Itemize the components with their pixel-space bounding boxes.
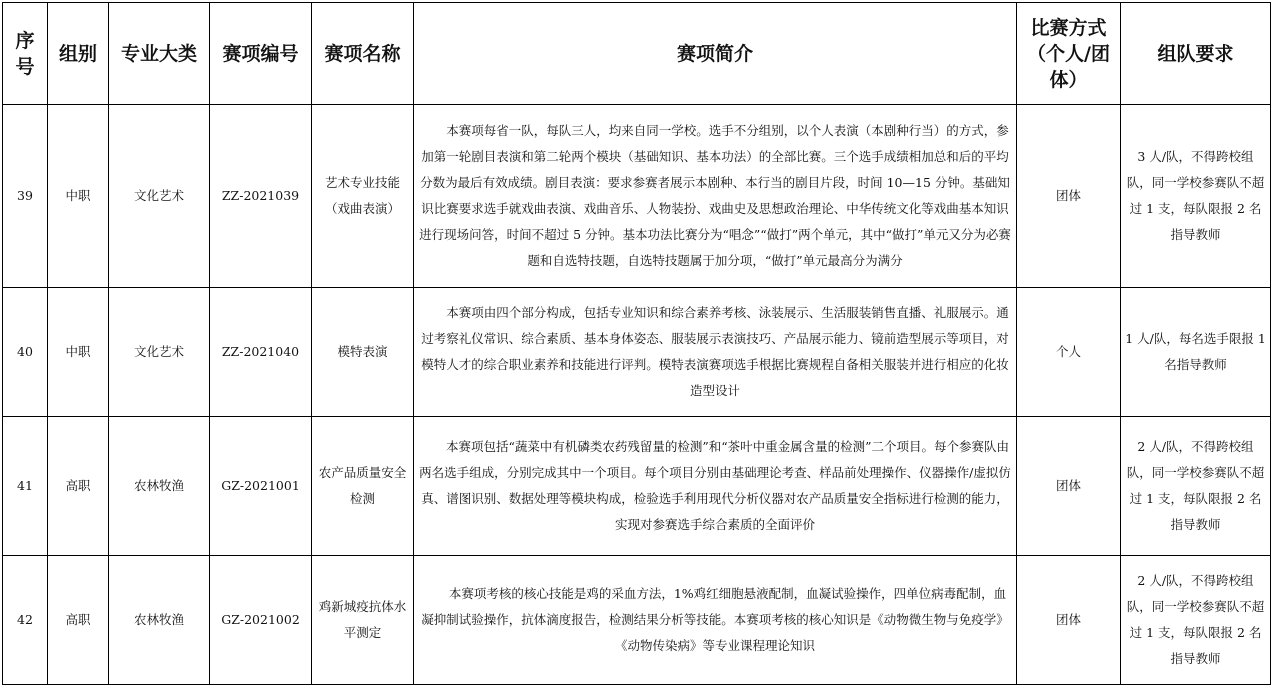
cell-category: 文化艺术 — [109, 105, 210, 288]
cell-intro — [414, 417, 1017, 556]
intro-text: 本赛项考核的核心技能是鸡的采血方法，1%鸡红细胞悬液配制，血凝试验操作，四单位病毒配制，血凝抑制试验操作，抗体滴度报告，检测结果分析等技能。本赛项考核的核心知识是《动物微生物与免疫学》《动物传染病》等专业课程理论知识 — [421, 586, 1009, 653]
cell-category: 文化艺术 — [109, 288, 210, 417]
header-name: 赛项名称 — [312, 3, 414, 105]
header-team: 组队要求 — [1121, 3, 1271, 105]
intro-text: 本赛项由四个部分构成，包括专业知识和综合素养考核、泳装展示、生活服装销售直播、礼服展示。通过考察礼仪常识、综合素质、基本身体姿态、服装展示表演技巧、产品展示能力、镜前造型展示等项目，对模特人才的综合职业素养和技能进行评判。模特表演赛项选手根据比赛规程自备相关服装并进行相应的化妆造型设计 — [421, 305, 1009, 398]
cell-team: 1 人/队，每名选手限报 1 名指导教师 — [1121, 288, 1271, 417]
cell-name: 农产品质量安全检测 — [312, 417, 414, 556]
cell-mode: 个人 — [1017, 288, 1121, 417]
table-row — [3, 288, 1271, 417]
cell-mode: 团体 — [1017, 556, 1121, 685]
cell-seq: 39 — [3, 105, 48, 288]
cell-category: 农林牧渔 — [109, 417, 210, 556]
cell-seq: 41 — [3, 417, 48, 556]
header-intro: 赛项简介 — [414, 3, 1017, 105]
cell-category: 农林牧渔 — [109, 556, 210, 685]
table-row — [3, 556, 1271, 685]
cell-code: GZ-2021002 — [210, 556, 312, 685]
header-group: 组别 — [48, 3, 109, 105]
intro-text: 本赛项每省一队，每队三人，均来自同一学校。选手不分组别，以个人表演（本剧种行当）的方式，参加第一轮剧目表演和第二轮两个模块（基础知识、基本功法）的全部比赛。三个选手成绩相加总和后的平均分数为最后有效成绩。剧目表演：要求参赛者展示本剧种、本行当的剧目片段，时间 10—15 分钟。基础知识比赛要求选手就戏曲表演、戏曲音乐、人物装扮、戏曲史及思想政治理论、中华传统文化等戏曲基本知识进行现场问答，时间不超过 5 分钟。基本功法比赛分为“唱念”“做打”两个单元，其中“做打”单元又分为必赛题和自选特技题，自选特技题属于加分项，“做打”单元最高分为满分 — [419, 123, 1011, 268]
cell-group: 高职 — [48, 417, 109, 556]
intro-text: 本赛项包括“蔬菜中有机磷类农药残留量的检测”和“茶叶中重金属含量的检测”二个项目。每个参赛队由两名选手组成，分别完成其中一个项目。每个项目分别由基础理论考查、样品前处理操作、仪器操作/虚拟仿真、谱图识别、数据处理等模块构成，检验选手利用现代分析仪器对农产品质量安全指标进行检测的能力，实现对参赛选手综合素质的全面评价 — [419, 439, 1011, 532]
cell-team: 3 人/队，不得跨校组队，同一学校参赛队不超过 1 支，每队限报 2 名指导教师 — [1121, 105, 1271, 288]
cell-group: 中职 — [48, 288, 109, 417]
header-category: 专业大类 — [109, 3, 210, 105]
cell-code: ZZ-2021040 — [210, 288, 312, 417]
cell-mode: 团体 — [1017, 105, 1121, 288]
cell-seq: 40 — [3, 288, 48, 417]
cell-team: 2 人/队，不得跨校组队，同一学校参赛队不超过 1 支，每队限报 2 名指导教师 — [1121, 556, 1271, 685]
cell-group: 高职 — [48, 556, 109, 685]
header-seq: 序号 — [3, 3, 48, 105]
cell-intro — [414, 556, 1017, 685]
header-mode: 比赛方式（个人/团体） — [1017, 3, 1121, 105]
cell-intro — [414, 105, 1017, 288]
cell-name: 鸡新城疫抗体水平测定 — [312, 556, 414, 685]
cell-name: 艺术专业技能（戏曲表演） — [312, 105, 414, 288]
header-row — [3, 3, 1271, 105]
competition-table — [2, 2, 1271, 685]
header-code: 赛项编号 — [210, 3, 312, 105]
cell-group: 中职 — [48, 105, 109, 288]
cell-seq: 42 — [3, 556, 48, 685]
cell-team: 2 人/队，不得跨校组队，同一学校参赛队不超过 1 支，每队限报 2 名指导教师 — [1121, 417, 1271, 556]
cell-code: GZ-2021001 — [210, 417, 312, 556]
cell-code: ZZ-2021039 — [210, 105, 312, 288]
cell-intro — [414, 288, 1017, 417]
cell-mode: 团体 — [1017, 417, 1121, 556]
cell-name: 模特表演 — [312, 288, 414, 417]
table-row — [3, 105, 1271, 288]
table-row — [3, 417, 1271, 556]
